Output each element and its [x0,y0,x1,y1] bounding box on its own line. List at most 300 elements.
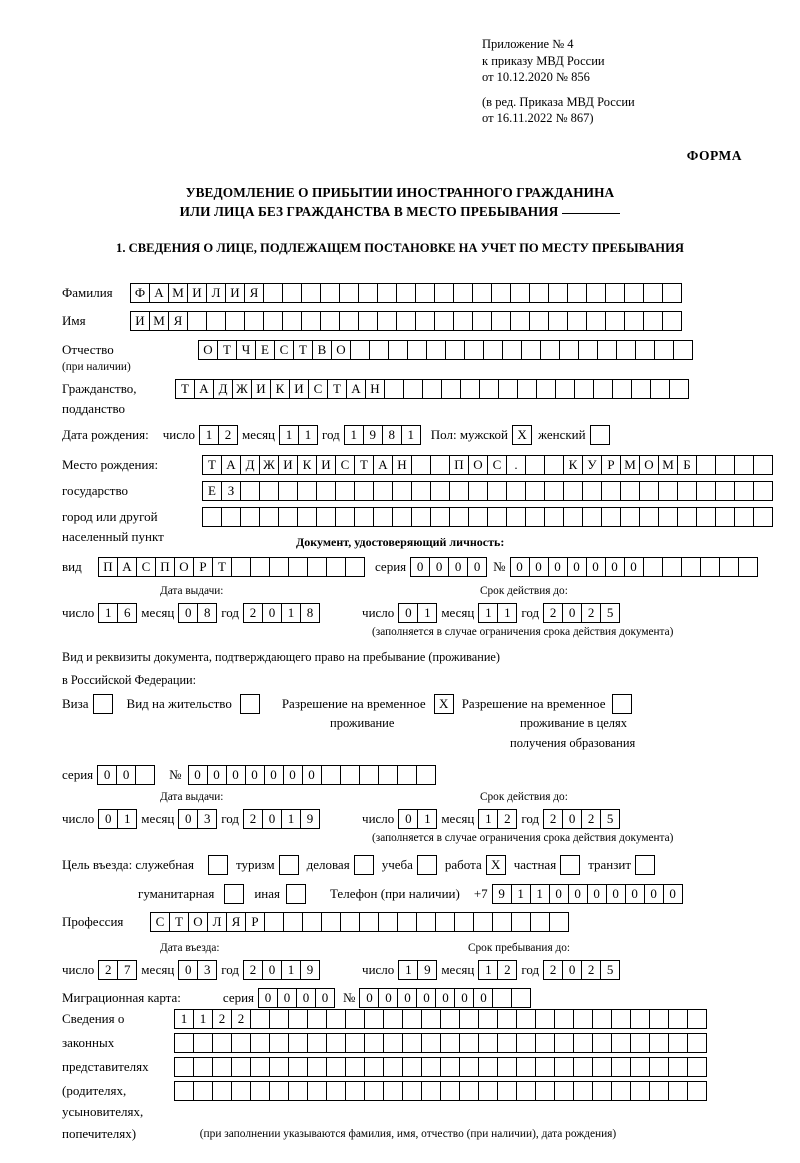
char-cell[interactable]: 0 [548,557,568,577]
char-cell[interactable] [578,340,598,360]
char-cell[interactable]: 0 [454,988,474,1008]
char-cell[interactable] [278,507,298,527]
char-cell[interactable] [478,1057,498,1077]
char-cell[interactable]: 0 [245,765,265,785]
char-cell[interactable]: И [225,283,245,303]
char-cell[interactable] [320,283,340,303]
entry-year-input[interactable] [243,960,320,980]
char-cell[interactable]: 0 [567,557,587,577]
stay-valid-year-input[interactable] [543,809,620,829]
stay-series-input[interactable] [97,765,155,785]
migration-series-input[interactable] [258,988,335,1008]
char-cell[interactable] [174,1081,194,1101]
char-cell[interactable]: Д [213,379,233,399]
char-cell[interactable] [643,311,663,331]
char-cell[interactable] [620,481,640,501]
char-cell[interactable]: И [289,379,309,399]
char-cell[interactable] [554,1057,574,1077]
char-cell[interactable] [559,340,579,360]
char-cell[interactable]: О [188,912,208,932]
char-cell[interactable] [478,1081,498,1101]
char-cell[interactable] [307,1033,327,1053]
char-cell[interactable] [340,765,360,785]
char-cell[interactable] [616,340,636,360]
char-cell[interactable]: М [149,311,169,331]
char-cell[interactable]: А [221,455,241,475]
char-cell[interactable] [335,507,355,527]
char-cell[interactable] [364,1081,384,1101]
char-cell[interactable] [373,507,393,527]
char-cell[interactable] [358,311,378,331]
char-cell[interactable] [326,557,346,577]
char-cell[interactable]: 0 [262,603,282,623]
char-cell[interactable] [734,481,754,501]
char-cell[interactable] [402,1057,422,1077]
char-cell[interactable]: 0 [116,765,136,785]
char-cell[interactable] [548,311,568,331]
char-cell[interactable] [269,557,289,577]
char-cell[interactable] [269,1033,289,1053]
char-cell[interactable] [345,1057,365,1077]
char-cell[interactable]: 0 [663,884,683,904]
char-cell[interactable] [369,340,389,360]
char-cell[interactable] [687,1081,707,1101]
char-cell[interactable] [517,379,537,399]
char-cell[interactable] [411,507,431,527]
char-cell[interactable] [307,1009,327,1029]
char-cell[interactable] [440,1057,460,1077]
char-cell[interactable] [345,1009,365,1029]
char-cell[interactable]: Т [327,379,347,399]
char-cell[interactable] [250,1033,270,1053]
char-cell[interactable]: 0 [178,960,198,980]
char-cell[interactable]: 0 [429,557,449,577]
char-cell[interactable] [225,311,245,331]
char-cell[interactable] [535,1081,555,1101]
char-cell[interactable] [440,1009,460,1029]
char-cell[interactable] [440,1033,460,1053]
char-cell[interactable] [511,912,531,932]
char-cell[interactable] [407,340,427,360]
char-cell[interactable]: С [487,455,507,475]
char-cell[interactable] [715,481,735,501]
char-cell[interactable]: У [582,455,602,475]
char-cell[interactable] [535,1033,555,1053]
char-cell[interactable]: 1 [417,603,437,623]
char-cell[interactable]: 0 [277,988,297,1008]
doc-valid-day-input[interactable] [398,603,437,623]
birthplace-line-3-input[interactable] [202,507,773,527]
stay-until-day-input[interactable] [398,960,437,980]
char-cell[interactable] [388,340,408,360]
char-cell[interactable]: Р [245,912,265,932]
char-cell[interactable] [681,557,701,577]
char-cell[interactable] [516,1033,536,1053]
char-cell[interactable] [597,340,617,360]
purpose-study-checkbox[interactable] [417,855,437,875]
char-cell[interactable] [668,1033,688,1053]
char-cell[interactable]: О [468,455,488,475]
char-cell[interactable] [536,379,556,399]
char-cell[interactable] [202,507,222,527]
char-cell[interactable] [544,507,564,527]
char-cell[interactable] [630,1081,650,1101]
char-cell[interactable] [582,481,602,501]
char-cell[interactable] [193,1033,213,1053]
char-cell[interactable]: А [194,379,214,399]
char-cell[interactable] [643,283,663,303]
char-cell[interactable] [573,1081,593,1101]
char-cell[interactable] [630,1033,650,1053]
char-cell[interactable]: Я [226,912,246,932]
char-cell[interactable]: М [620,455,640,475]
char-cell[interactable]: 0 [398,809,418,829]
char-cell[interactable] [459,1081,479,1101]
char-cell[interactable] [573,1057,593,1077]
char-cell[interactable] [411,481,431,501]
char-cell[interactable]: С [136,557,156,577]
char-cell[interactable]: 0 [315,988,335,1008]
char-cell[interactable] [554,1081,574,1101]
char-cell[interactable] [472,311,492,331]
char-cell[interactable] [421,1009,441,1029]
char-cell[interactable] [611,1081,631,1101]
char-cell[interactable] [301,311,321,331]
stay-issue-month-input[interactable] [178,809,217,829]
char-cell[interactable] [677,481,697,501]
char-cell[interactable] [612,379,632,399]
char-cell[interactable] [212,1081,232,1101]
char-cell[interactable] [378,765,398,785]
edu-residence-checkbox[interactable] [612,694,632,714]
char-cell[interactable] [734,455,754,475]
char-cell[interactable] [231,1033,251,1053]
char-cell[interactable] [525,455,545,475]
char-cell[interactable] [288,557,308,577]
char-cell[interactable] [592,1057,612,1077]
char-cell[interactable] [453,311,473,331]
char-cell[interactable] [434,311,454,331]
char-cell[interactable] [601,507,621,527]
char-cell[interactable] [696,455,716,475]
char-cell[interactable] [483,340,503,360]
char-cell[interactable] [649,1009,669,1029]
char-cell[interactable] [345,557,365,577]
char-cell[interactable] [497,1009,517,1029]
char-cell[interactable] [592,1081,612,1101]
char-cell[interactable]: 0 [397,988,417,1008]
char-cell[interactable]: 0 [296,988,316,1008]
char-cell[interactable]: Б [677,455,697,475]
char-cell[interactable]: Т [175,379,195,399]
profession-input[interactable] [150,912,569,932]
char-cell[interactable]: 0 [188,765,208,785]
char-cell[interactable]: 1 [344,425,364,445]
birth-year-input[interactable] [344,425,421,445]
char-cell[interactable] [574,379,594,399]
char-cell[interactable] [354,481,374,501]
char-cell[interactable]: 1 [174,1009,194,1029]
char-cell[interactable] [738,557,758,577]
stay-valid-month-input[interactable] [478,809,517,829]
char-cell[interactable] [516,1081,536,1101]
char-cell[interactable]: 1 [279,425,299,445]
char-cell[interactable] [416,765,436,785]
purpose-business-checkbox[interactable] [354,855,374,875]
char-cell[interactable]: П [449,455,469,475]
char-cell[interactable] [715,455,735,475]
char-cell[interactable] [326,1057,346,1077]
char-cell[interactable] [301,283,321,303]
char-cell[interactable]: 0 [562,603,582,623]
legal-rep-line-3-input[interactable] [174,1057,707,1077]
char-cell[interactable] [221,507,241,527]
char-cell[interactable]: 0 [262,960,282,980]
char-cell[interactable] [364,1057,384,1077]
char-cell[interactable] [549,912,569,932]
char-cell[interactable]: 0 [586,557,606,577]
char-cell[interactable]: 0 [625,884,645,904]
char-cell[interactable] [563,481,583,501]
char-cell[interactable] [472,283,492,303]
char-cell[interactable] [288,1009,308,1029]
char-cell[interactable] [259,507,279,527]
char-cell[interactable] [700,557,720,577]
char-cell[interactable]: 3 [197,809,217,829]
char-cell[interactable] [449,481,469,501]
char-cell[interactable] [288,1081,308,1101]
char-cell[interactable] [345,1081,365,1101]
char-cell[interactable] [497,1033,517,1053]
name-input[interactable] [130,311,682,331]
char-cell[interactable]: Т [217,340,237,360]
char-cell[interactable]: 1 [398,960,418,980]
char-cell[interactable] [250,1081,270,1101]
sex-female-checkbox[interactable] [590,425,610,445]
char-cell[interactable]: П [98,557,118,577]
char-cell[interactable]: 1 [117,809,137,829]
char-cell[interactable] [354,507,374,527]
char-cell[interactable] [240,481,260,501]
char-cell[interactable] [321,912,341,932]
char-cell[interactable] [502,340,522,360]
birth-month-input[interactable] [279,425,318,445]
char-cell[interactable]: 9 [363,425,383,445]
char-cell[interactable] [491,283,511,303]
char-cell[interactable]: 1 [281,603,301,623]
char-cell[interactable] [359,765,379,785]
char-cell[interactable]: 0 [302,765,322,785]
char-cell[interactable]: 0 [568,884,588,904]
char-cell[interactable] [259,481,279,501]
char-cell[interactable]: Р [601,455,621,475]
char-cell[interactable]: 0 [410,557,430,577]
char-cell[interactable]: 1 [98,603,118,623]
char-cell[interactable] [378,912,398,932]
char-cell[interactable] [250,1057,270,1077]
char-cell[interactable] [529,283,549,303]
char-cell[interactable] [586,283,606,303]
stay-valid-day-input[interactable] [398,809,437,829]
char-cell[interactable] [422,379,442,399]
char-cell[interactable]: 9 [417,960,437,980]
char-cell[interactable]: 0 [562,809,582,829]
char-cell[interactable]: Л [207,912,227,932]
char-cell[interactable] [421,1033,441,1053]
char-cell[interactable]: 0 [587,884,607,904]
char-cell[interactable] [620,507,640,527]
char-cell[interactable]: О [198,340,218,360]
char-cell[interactable] [624,311,644,331]
char-cell[interactable] [529,311,549,331]
char-cell[interactable] [364,1009,384,1029]
char-cell[interactable]: 6 [117,603,137,623]
char-cell[interactable] [649,1081,669,1101]
char-cell[interactable]: 1 [417,809,437,829]
char-cell[interactable]: 2 [581,809,601,829]
char-cell[interactable] [397,912,417,932]
char-cell[interactable]: 2 [581,960,601,980]
birth-day-input[interactable] [199,425,238,445]
char-cell[interactable] [516,1057,536,1077]
char-cell[interactable] [649,1033,669,1053]
char-cell[interactable]: 2 [243,809,263,829]
char-cell[interactable]: А [117,557,137,577]
char-cell[interactable] [567,283,587,303]
char-cell[interactable] [392,507,412,527]
doc-issue-day-input[interactable] [98,603,137,623]
char-cell[interactable] [231,557,251,577]
char-cell[interactable]: 0 [416,988,436,1008]
char-cell[interactable] [187,311,207,331]
char-cell[interactable]: 5 [600,960,620,980]
char-cell[interactable] [326,1009,346,1029]
char-cell[interactable] [662,557,682,577]
char-cell[interactable] [269,1081,289,1101]
char-cell[interactable]: А [346,379,366,399]
char-cell[interactable] [491,311,511,331]
char-cell[interactable] [459,1057,479,1077]
legal-rep-line-1-input[interactable] [174,1009,707,1029]
char-cell[interactable] [320,311,340,331]
char-cell[interactable] [392,481,412,501]
purpose-transit-checkbox[interactable] [635,855,655,875]
char-cell[interactable] [377,311,397,331]
char-cell[interactable]: 0 [97,765,117,785]
char-cell[interactable] [540,340,560,360]
char-cell[interactable]: 0 [264,765,284,785]
char-cell[interactable] [383,1057,403,1077]
char-cell[interactable] [384,379,404,399]
char-cell[interactable] [605,283,625,303]
patronymic-input[interactable] [198,340,693,360]
char-cell[interactable] [441,379,461,399]
char-cell[interactable] [487,507,507,527]
char-cell[interactable] [435,912,455,932]
char-cell[interactable] [364,1033,384,1053]
char-cell[interactable]: Т [212,557,232,577]
char-cell[interactable] [212,1057,232,1077]
char-cell[interactable] [492,988,512,1008]
char-cell[interactable] [459,1033,479,1053]
char-cell[interactable] [563,507,583,527]
char-cell[interactable]: 0 [473,988,493,1008]
char-cell[interactable] [630,1009,650,1029]
char-cell[interactable]: 1 [199,425,219,445]
char-cell[interactable]: И [251,379,271,399]
char-cell[interactable] [479,379,499,399]
stay-until-year-input[interactable] [543,960,620,980]
char-cell[interactable] [687,1033,707,1053]
char-cell[interactable] [554,1009,574,1029]
char-cell[interactable] [335,481,355,501]
char-cell[interactable] [282,311,302,331]
char-cell[interactable] [753,507,773,527]
char-cell[interactable]: Ф [130,283,150,303]
char-cell[interactable]: 0 [562,960,582,980]
char-cell[interactable] [340,912,360,932]
char-cell[interactable]: 5 [600,809,620,829]
char-cell[interactable] [434,283,454,303]
char-cell[interactable] [687,1009,707,1029]
stay-number-input[interactable] [188,765,436,785]
char-cell[interactable] [544,481,564,501]
char-cell[interactable] [250,557,270,577]
char-cell[interactable]: 1 [298,425,318,445]
char-cell[interactable] [573,1033,593,1053]
char-cell[interactable]: 1 [281,960,301,980]
char-cell[interactable] [521,340,541,360]
char-cell[interactable] [174,1033,194,1053]
char-cell[interactable] [278,481,298,501]
char-cell[interactable] [403,379,423,399]
char-cell[interactable]: И [278,455,298,475]
char-cell[interactable]: П [155,557,175,577]
char-cell[interactable]: 0 [207,765,227,785]
char-cell[interactable]: Я [168,311,188,331]
residence-permit-checkbox[interactable] [240,694,260,714]
char-cell[interactable] [282,283,302,303]
char-cell[interactable] [535,1057,555,1077]
char-cell[interactable] [402,1009,422,1029]
char-cell[interactable]: 0 [467,557,487,577]
char-cell[interactable] [658,481,678,501]
char-cell[interactable]: 2 [212,1009,232,1029]
char-cell[interactable] [373,481,393,501]
char-cell[interactable]: Ж [259,455,279,475]
purpose-work-checkbox[interactable]: X [486,855,506,875]
char-cell[interactable]: М [658,455,678,475]
char-cell[interactable] [264,912,284,932]
char-cell[interactable]: Р [193,557,213,577]
char-cell[interactable]: З [221,481,241,501]
char-cell[interactable] [326,1081,346,1101]
char-cell[interactable]: 2 [543,809,563,829]
char-cell[interactable]: 1 [193,1009,213,1029]
char-cell[interactable] [592,1033,612,1053]
char-cell[interactable] [554,1033,574,1053]
char-cell[interactable] [250,1009,270,1029]
char-cell[interactable] [383,1033,403,1053]
char-cell[interactable]: 0 [549,884,569,904]
char-cell[interactable]: Т [293,340,313,360]
char-cell[interactable]: К [270,379,290,399]
char-cell[interactable] [453,283,473,303]
doc-number-input[interactable] [510,557,758,577]
stay-until-month-input[interactable] [478,960,517,980]
char-cell[interactable] [269,1057,289,1077]
char-cell[interactable] [402,1033,422,1053]
